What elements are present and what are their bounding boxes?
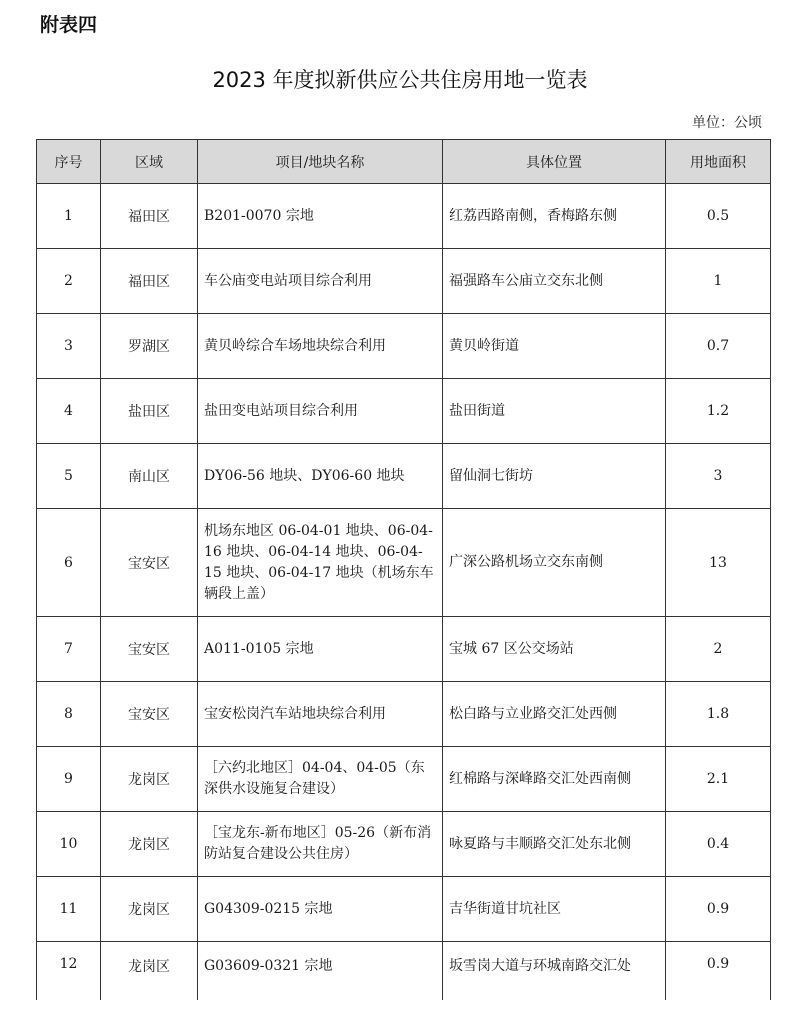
- cell-area: 0.5: [666, 184, 771, 249]
- cell-no: 8: [37, 682, 101, 747]
- cell-area: 1.8: [666, 682, 771, 747]
- cell-location: 红棉路与深峰路交汇处西南侧: [443, 747, 666, 812]
- table-row: [37, 379, 771, 444]
- cell-area: 0.9: [666, 942, 771, 1007]
- cell-location: 松白路与立业路交汇处西侧: [443, 682, 666, 747]
- table-row: [37, 747, 771, 812]
- cell-no: 6: [37, 509, 101, 617]
- cell-project: ［六约北地区］04-04、04-05（东深供水设施复合建设）: [198, 747, 443, 812]
- cell-no: 4: [37, 379, 101, 444]
- cell-location: 盐田街道: [443, 379, 666, 444]
- table-row: [37, 184, 771, 249]
- cell-no: 3: [37, 314, 101, 379]
- cell-district: 福田区: [101, 184, 198, 249]
- cell-area: 0.4: [666, 812, 771, 877]
- cell-district: 宝安区: [101, 617, 198, 682]
- cell-area: 0.9: [666, 877, 771, 942]
- table-row: [37, 942, 771, 1007]
- cell-project: 车公庙变电站项目综合利用: [198, 249, 443, 314]
- cell-no: 1: [37, 184, 101, 249]
- table-row: [37, 444, 771, 509]
- cell-location: 黄贝岭街道: [443, 314, 666, 379]
- cell-location: 咏夏路与丰顺路交汇处东北侧: [443, 812, 666, 877]
- header-area: 用地面积: [666, 140, 771, 184]
- table-row: [37, 877, 771, 942]
- cell-location: 坂雪岗大道与环城南路交汇处: [443, 942, 666, 1007]
- cell-area: 0.7: [666, 314, 771, 379]
- table-row: [37, 617, 771, 682]
- cell-location: 吉华街道甘坑社区: [443, 877, 666, 942]
- table-row: [37, 249, 771, 314]
- cell-location: 红荔西路南侧，香梅路东侧: [443, 184, 666, 249]
- table-header-row: [37, 140, 771, 184]
- cell-area: 1.2: [666, 379, 771, 444]
- cell-district: 宝安区: [101, 682, 198, 747]
- cell-district: 福田区: [101, 249, 198, 314]
- cell-project: 机场东地区 06-04-01 地块、06-04-16 地块、06-04-14 地块、06-04-15 地块、06-04-17 地块（机场东车辆段上盖）: [198, 509, 443, 617]
- cell-area: 1: [666, 249, 771, 314]
- header-location: 具体位置: [443, 140, 666, 184]
- cell-no: 11: [37, 877, 101, 942]
- unit-label: 单位：公顷: [692, 115, 762, 131]
- cell-location: 宝城 67 区公交场站: [443, 617, 666, 682]
- cell-district: 龙岗区: [101, 747, 198, 812]
- table-row: [37, 509, 771, 617]
- cell-no: 12: [37, 942, 101, 1007]
- cell-area: 2: [666, 617, 771, 682]
- header-no: 序号: [37, 140, 101, 184]
- cell-project: G03609-0321 宗地: [198, 942, 443, 1007]
- cell-project: A011-0105 宗地: [198, 617, 443, 682]
- cell-district: 宝安区: [101, 509, 198, 617]
- page-title: 2023 年度拟新供应公共住房用地一览表: [212, 68, 588, 92]
- table-row: [37, 682, 771, 747]
- cell-no: 2: [37, 249, 101, 314]
- cell-district: 龙岗区: [101, 942, 198, 1007]
- cell-project: B201-0070 宗地: [198, 184, 443, 249]
- cell-project: ［宝龙东-新布地区］05-26（新布消防站复合建设公共住房）: [198, 812, 443, 877]
- cell-location: 留仙洞七街坊: [443, 444, 666, 509]
- cell-district: 罗湖区: [101, 314, 198, 379]
- land-supply-table: [36, 139, 771, 1007]
- page-bottom-crop: [0, 1000, 800, 1023]
- cell-project: DY06-56 地块、DY06-60 地块: [198, 444, 443, 509]
- header-district: 区域: [101, 140, 198, 184]
- cell-project: 黄贝岭综合车场地块综合利用: [198, 314, 443, 379]
- cell-district: 龙岗区: [101, 877, 198, 942]
- cell-area: 2.1: [666, 747, 771, 812]
- cell-no: 5: [37, 444, 101, 509]
- cell-location: 福强路车公庙立交东北侧: [443, 249, 666, 314]
- cell-project: 盐田变电站项目综合利用: [198, 379, 443, 444]
- cell-district: 盐田区: [101, 379, 198, 444]
- header-project: 项目/地块名称: [198, 140, 443, 184]
- cell-no: 7: [37, 617, 101, 682]
- cell-no: 9: [37, 747, 101, 812]
- cell-district: 龙岗区: [101, 812, 198, 877]
- cell-area: 13: [666, 509, 771, 617]
- cell-project: G04309-0215 宗地: [198, 877, 443, 942]
- cell-area: 3: [666, 444, 771, 509]
- cell-no: 10: [37, 812, 101, 877]
- table-row: [37, 812, 771, 877]
- table-row: [37, 314, 771, 379]
- appendix-label: 附表四: [40, 14, 98, 36]
- cell-project: 宝安松岗汽车站地块综合利用: [198, 682, 443, 747]
- cell-location: 广深公路机场立交东南侧: [443, 509, 666, 617]
- cell-district: 南山区: [101, 444, 198, 509]
